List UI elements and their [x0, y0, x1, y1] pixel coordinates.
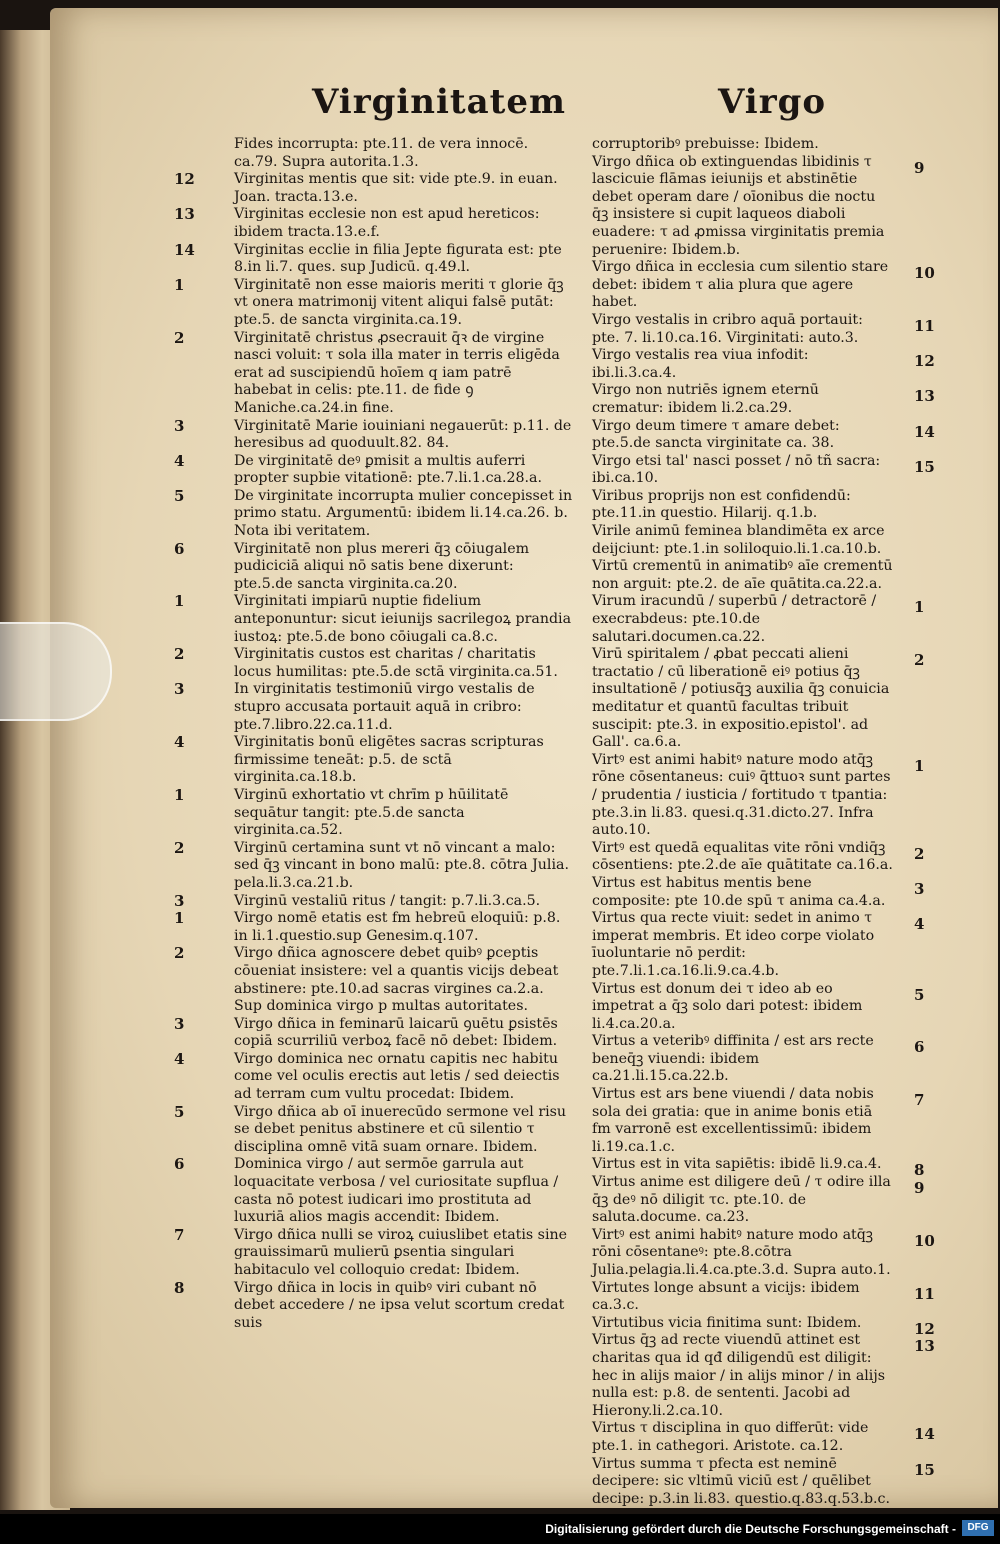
entry-text: Virgo deum timere τ amare debet: pte.5.de sancta virginitate ca. 38. — [592, 417, 840, 452]
index-entry — [592, 875, 934, 910]
index-entry — [592, 646, 934, 752]
entry-number: 1 — [174, 592, 185, 611]
entry-text: Viribus proprijs non est confidendū: pte.11.in questio. Hilarij. q.1.b. — [592, 487, 851, 522]
entry-text: Virtū crementū in animatibꝰ aīe crementū non arguit: pte.2. de aīe quātita.ca.22.a. — [592, 558, 893, 592]
entry-number: 2 — [174, 944, 185, 963]
page-clip — [0, 622, 112, 721]
entry-number: 1 — [174, 785, 185, 804]
entry-number: 1 — [174, 275, 185, 294]
index-entry — [592, 1420, 934, 1455]
index-entry — [174, 486, 574, 541]
entry-number: 3 — [174, 680, 185, 699]
index-entry — [174, 1278, 574, 1333]
index-entry — [174, 891, 574, 911]
entry-text: Virginitati impiarū nuptie fidelium anteponuntur: sicut ieiunijs sacrilegoꝝ prandia iustoꝝ: pte.5.de bono cōiugali ca.8.c. — [234, 593, 572, 645]
entry-number: 1 — [914, 598, 925, 617]
entry-number: 8 — [914, 1161, 925, 1180]
index-entry — [592, 1156, 934, 1180]
entry-number: 12 — [914, 1319, 935, 1338]
index-entry — [592, 1086, 934, 1156]
index-entry — [592, 136, 934, 154]
entry-number: 7 — [914, 1091, 925, 1110]
running-head-left: Virginitatem — [312, 82, 566, 122]
index-entry — [174, 451, 574, 488]
entry-number: 14 — [914, 422, 935, 441]
entry-text: Virtus est donum dei τ ideo ab eo impetrat a q̄ꝫ solo dari potest: ibidem li.4.ca.20.a. — [592, 980, 863, 1032]
dfg-logo: DFG — [962, 1520, 994, 1536]
entry-number: 6 — [174, 1155, 185, 1174]
index-entry — [592, 593, 934, 646]
entry-number: 2 — [914, 844, 925, 863]
entry-text: Virtꝰ est animi habitꝰ nature modo atq̄ꝫ rōni cōsentaneꝰ: pte.8.cōtra Julia.pelagia.li.4.ca.pte.3.d. Supra auto.1. — [592, 1226, 891, 1278]
entry-number: 10 — [914, 264, 935, 283]
left-column — [174, 136, 574, 1332]
entry-text: Virginitas ecclesie non est apud hereticos: ibidem tracta.13.e.f. — [234, 206, 540, 240]
entry-number: 3 — [174, 891, 185, 910]
index-entry — [592, 1314, 935, 1338]
entry-number: 2 — [174, 328, 185, 347]
entry-text: Virginitatē non esse maioris meriti τ glorie q̄ꝫ vt onera matrimonij vitent aliqui falsē putāt: pte.5. de sancta virginita.ca.19. — [234, 276, 564, 328]
entry-number: 15 — [914, 1460, 935, 1479]
index-entry — [592, 418, 934, 453]
entry-number: 2 — [174, 838, 185, 857]
entry-number: 3 — [914, 879, 925, 898]
entry-number: 15 — [914, 457, 935, 476]
entry-text: Virile animū feminea blandimēta ex arce deijciunt: pte.1.in soliloquio.li.1.ca.10.b. — [592, 523, 885, 557]
entry-text: Virum iracundū / superbū / detractorē / execrabdeus: pte.10.de salutari.documen.ca.22. — [592, 593, 877, 645]
entry-text: Virgo non nutriēs ignem eternū crematur: ibidem li.2.ca.29. — [592, 382, 819, 416]
index-entry — [174, 328, 574, 418]
entry-text: Virgo dñica in feminarū laicarū ꝯuētu ꝑsistēs copiā scurriliū verboꝝ facē nō debet: Ibidem. — [234, 1015, 558, 1050]
entry-number: 4 — [174, 451, 185, 470]
index-entry — [592, 1174, 934, 1227]
index-entry — [592, 382, 934, 417]
entry-text: Virgo vestalis rea viua infodit: ibi.li.3.ca.4. — [592, 347, 809, 381]
index-entry — [592, 1280, 934, 1315]
entry-text: Virtus est in vita sapiētis: ibidē li.9.ca.4. — [592, 1156, 882, 1173]
entry-number: 1 — [914, 756, 925, 775]
entry-number: 5 — [174, 486, 185, 505]
entry-text: In virginitatis testimoniū virgo vestalis de stupro accusata portauit aquā in cribro: pte.7.libro.22.ca.11.d. — [234, 681, 535, 733]
entry-text: Virginitatē non plus mereri q̄ꝫ cōiugalem pudiciciā aliqui nō satis bene dixerunt: pte.5.de sancta virginita.ca.20. — [234, 540, 530, 592]
index-entry — [174, 733, 574, 787]
entry-text: Virgo vestalis in cribro aquā portauit: pte. 7. li.10.ca.16. Virginitati: auto.3. — [592, 311, 863, 346]
index-entry — [592, 1033, 934, 1086]
entry-text: Virgo dñica nulli se viroꝝ cuiuslibet etatis sine grauissimarū mulierū ꝑsentia singulari habitaculo vel colloquio credat: Ibidem. — [234, 1226, 568, 1278]
index-entry — [592, 312, 934, 347]
entry-number: 13 — [174, 205, 195, 224]
entry-text: Virtꝰ est quedā equalitas vite rōni vndiq̄ꝫ cōsentiens: pte.2.de aīe quātitate ca.16.a. — [592, 839, 893, 874]
entry-text: Dominica virgo / aut sermōe garrula aut loquacitate verbosa / vel curiositate supflua / casta nō potest iudicari imo prostituta ad luxuriā alios magis accendit: Ibidem. — [234, 1156, 559, 1226]
entry-text: Virgo nomē etatis est fm hebreū eloquiū: p.8. in li.1.questio.sup Genesim.q.107. — [234, 910, 561, 944]
index-entry — [174, 680, 574, 734]
index-entry — [196, 136, 574, 171]
entry-text: Virginū vestaliū ritus / tangit: p.7.li.3.ca.5. — [234, 892, 541, 909]
index-entry — [592, 840, 934, 875]
entry-number: 11 — [914, 1284, 935, 1303]
entry-number: 5 — [174, 1102, 185, 1121]
entry-text: Virgo dñica ab oī inuerecūdo sermone vel risu se debet penitus abstinere et cū silentio τ disciplina omnē vitā suam ornare. Ibidem. — [234, 1103, 567, 1155]
entry-text: Virginū certamina sunt vt nō vincant a malo: sed q̄ꝫ vincant in bono malū: pte.8. cōtra Julia. pela.li.3.ca.21.b. — [234, 839, 569, 891]
index-entry — [174, 1225, 574, 1280]
index-entry — [592, 1456, 934, 1509]
entry-number: 11 — [914, 316, 935, 335]
right-column — [592, 136, 934, 1508]
entry-text: Virū spiritalem / ꝓbat peccati alieni tractatio / cū liberationē eiꝰ potius q̄ꝫ insultationē / potiusq̄ꝫ auxilia q̄ꝫ conuicia meditatur et quantū facultas tribuit suscipit: pte.3. in expositio.epistol'. ad Gall'. ca.6.a. — [592, 646, 890, 751]
entry-text: Virginitatis custos est charitas / charitatis locus humilitas: pte.5.de sctā virginita.ca.51. — [234, 646, 558, 680]
entry-number: 9 — [914, 158, 925, 177]
entry-text: Fides incorrupta: pte.11. de vera innocē. ca.79. Supra autorita.1.3. — [234, 136, 529, 170]
entry-text: Virgo dñica in ecclesia cum silentio stare debet: ibidem τ alia plura que agere habet. — [592, 259, 889, 311]
index-entry — [174, 240, 574, 277]
entry-text: Virgo dñica in locis in quibꝰ viri cubant nō debet accedere / ne ipsa velut scortum credat suis — [234, 1279, 565, 1331]
entry-text: Virginitas ecclie in filia Jepte figurata est: pte 8.in li.7. ques. sup Judicū. q.49.l. — [234, 241, 562, 276]
index-entry — [174, 592, 574, 646]
entry-number: 8 — [174, 1278, 185, 1297]
index-entry — [174, 1102, 574, 1157]
entry-number: 12 — [174, 170, 195, 189]
entry-text: Virtus est ars bene viuendi / data nobis sola dei gratia: que in anime bonis etiā fm varronē est excellentissimū: ibidem li.19.ca.1.c. — [592, 1086, 874, 1155]
entry-text: Virginū exhortatio vt chrīm p hūilitatē sequātur tangit: pte.5.de sancta virginita.ca.52. — [234, 786, 509, 839]
index-entry — [174, 1155, 574, 1226]
entry-number: 1 — [174, 909, 185, 928]
entry-number: 9 — [914, 1179, 925, 1198]
entry-text: De virginitate incorrupta mulier concepisset in primo statu. Argumentū: ibidem li.14.ca.26. b. Nota ibi veritatem. — [234, 487, 573, 540]
entry-number: 7 — [174, 1225, 185, 1244]
entry-number: 14 — [914, 1425, 935, 1444]
index-entry — [174, 785, 574, 840]
index-entry — [174, 1014, 574, 1051]
index-entry — [174, 205, 574, 241]
entry-text: corruptoribꝰ prebuisse: Ibidem. — [592, 136, 819, 152]
entry-text: Virginitatē Marie iouiniani negauerūt: p.11. de heresibus ad quoduult.82. 84. — [234, 417, 572, 452]
entry-text: Virginitas mentis que sit: vide pte.9. in euan. Joan. tracta.13.e. — [234, 171, 558, 205]
entry-text: Virtꝰ est animi habitꝰ nature modo atq̄ꝫ rōne cōsentaneus: cuiꝰ q̄ttuoꝛ sunt partes / prudentia / iusticia / fortitudo τ tpantia: pte.3.in li.83. quesi.q.31.dicto.27. Infra auto.10. — [592, 751, 891, 839]
entry-text: Virginitatē christus ꝓsecrauit q̄ꝛ de virgine nasci voluit: τ sola illa mater in terris eligēda erat ad suscipiendū hoīem q iam patrē habebat in celis: pte.11. de fide ꝯ Maniche.ca.24.in fine. — [234, 329, 560, 416]
index-entry — [174, 539, 574, 594]
index-entry — [592, 1227, 934, 1280]
entry-number: 13 — [914, 387, 935, 406]
index-entry — [174, 944, 574, 1015]
index-entry — [592, 752, 934, 840]
index-entry — [174, 645, 574, 681]
index-entry — [592, 523, 934, 558]
footer-credit: Digitalisierung gefördert durch die Deutsche Forschungsgemeinschaft - — [545, 1522, 956, 1536]
entry-number: 14 — [174, 240, 195, 259]
entry-number: 6 — [174, 539, 185, 558]
index-entry — [592, 488, 934, 523]
index-entry — [174, 1049, 574, 1104]
entry-number: 12 — [914, 352, 935, 371]
entry-number: 4 — [914, 915, 925, 934]
index-entry — [592, 558, 934, 593]
entry-number: 2 — [914, 651, 925, 670]
entry-text: Virgo dominica nec ornatu capitis nec habitu come vel oculis erectis aut letis / sed deiectis ad terram cum vultu procedat: Ibidem. — [234, 1050, 560, 1103]
entry-text: Virgo dñica ob extinguendas libidinis τ lascicuie flāmas ieiunijs et abstinētie debet operam dare / oīonibus die noctu q̄ꝫ insistere si cupit laqueos diaboli euadere: τ ad ꝓmissa virginitatis premia peruenire: Ibidem.b. — [592, 153, 885, 258]
entry-text: Virgo etsi tal' nasci posset / nō tñ sacra: ibi.ca.10. — [592, 452, 881, 487]
entry-text: Virtus anime est diligere deū / τ odire illa q̄ꝫ deꝰ nō diligit τc. pte.10. de saluta.docume. ca.23. — [592, 1174, 891, 1226]
entry-text: Virtus summa τ pfecta est neminē decipere: sic vltimū viciū est / quēlibet decipe: p.3.in li.83. questio.q.83.q.53.b.c. — [592, 1455, 890, 1507]
index-entry — [592, 259, 934, 312]
index-entry — [174, 275, 574, 330]
entry-number: 4 — [174, 1049, 185, 1068]
entry-text: Virtus qua recte viuit: sedet in animo τ imperat membris. Et ideo corpe violato īuoluntarie nō perdit: pte.7.li.1.ca.16.li.9.ca.4.b. — [592, 910, 875, 979]
entry-number: 3 — [174, 1014, 185, 1033]
entry-number: 10 — [914, 1231, 935, 1250]
index-entry — [592, 910, 934, 980]
index-entry — [592, 154, 934, 260]
index-entry — [592, 347, 934, 382]
entry-number: 13 — [914, 1337, 935, 1356]
footer-bar — [0, 1514, 1000, 1544]
entry-text: Virtutes longe absunt a vicijs: ibidem ca.3.c. — [592, 1279, 860, 1314]
entry-text: Virtus est habitus mentis bene composite: pte 10.de spū τ anima ca.4.a. — [592, 874, 886, 909]
index-entry — [174, 838, 574, 893]
entry-number: 3 — [174, 416, 185, 435]
running-head-right: Virgo — [718, 82, 827, 122]
entry-number: 5 — [914, 985, 925, 1004]
entry-text: Virtus a veteribꝰ diffinita / est ars recte beneq̄ꝫ viuendi: ibidem ca.21.li.15.ca.22.b. — [592, 1033, 874, 1085]
entry-text: Virtus q̄ꝫ ad recte viuendū attinet est charitas qua id qđ diligendū est diligit: hec in alijs maior / in alijs minor / in alijs nulla est: p.8. de sententi. Jacobi ad Hierony.li.2.ca.10. — [592, 1332, 886, 1419]
index-entry — [174, 909, 574, 945]
entry-text: De virginitatē deꝰ ꝑmisit a multis auferri propter supbie vitationē: pte.7.li.1.ca.28.a. — [234, 452, 543, 487]
entry-text: Virtutibus vicia finitima sunt: Ibidem. — [592, 1314, 862, 1331]
entry-text: Virgo dñica agnoscere debet quibꝰ ꝑceptis cōueniat insistere: vel a quantis vicijs debeat abstinere: pte.10.ad sacras virgines ca.2.a. Sup dominica virgo p multas autoritates. — [234, 945, 559, 1015]
index-entry — [592, 1332, 934, 1420]
entry-number: 2 — [174, 645, 185, 664]
entry-number: 4 — [174, 733, 185, 752]
index-entry — [592, 981, 934, 1034]
entry-number: 6 — [914, 1038, 925, 1057]
index-entry — [592, 453, 934, 488]
index-entry — [174, 416, 574, 453]
entry-text: Virtus τ disciplina in quo differūt: vide pte.1. in cathegori. Aristote. ca.12. — [592, 1420, 869, 1454]
entry-text: Virginitatis bonū eligētes sacras scripturas firmissime teneāt: p.5. de sctā virginita.ca.18.b. — [234, 734, 544, 786]
index-entry — [174, 170, 574, 206]
